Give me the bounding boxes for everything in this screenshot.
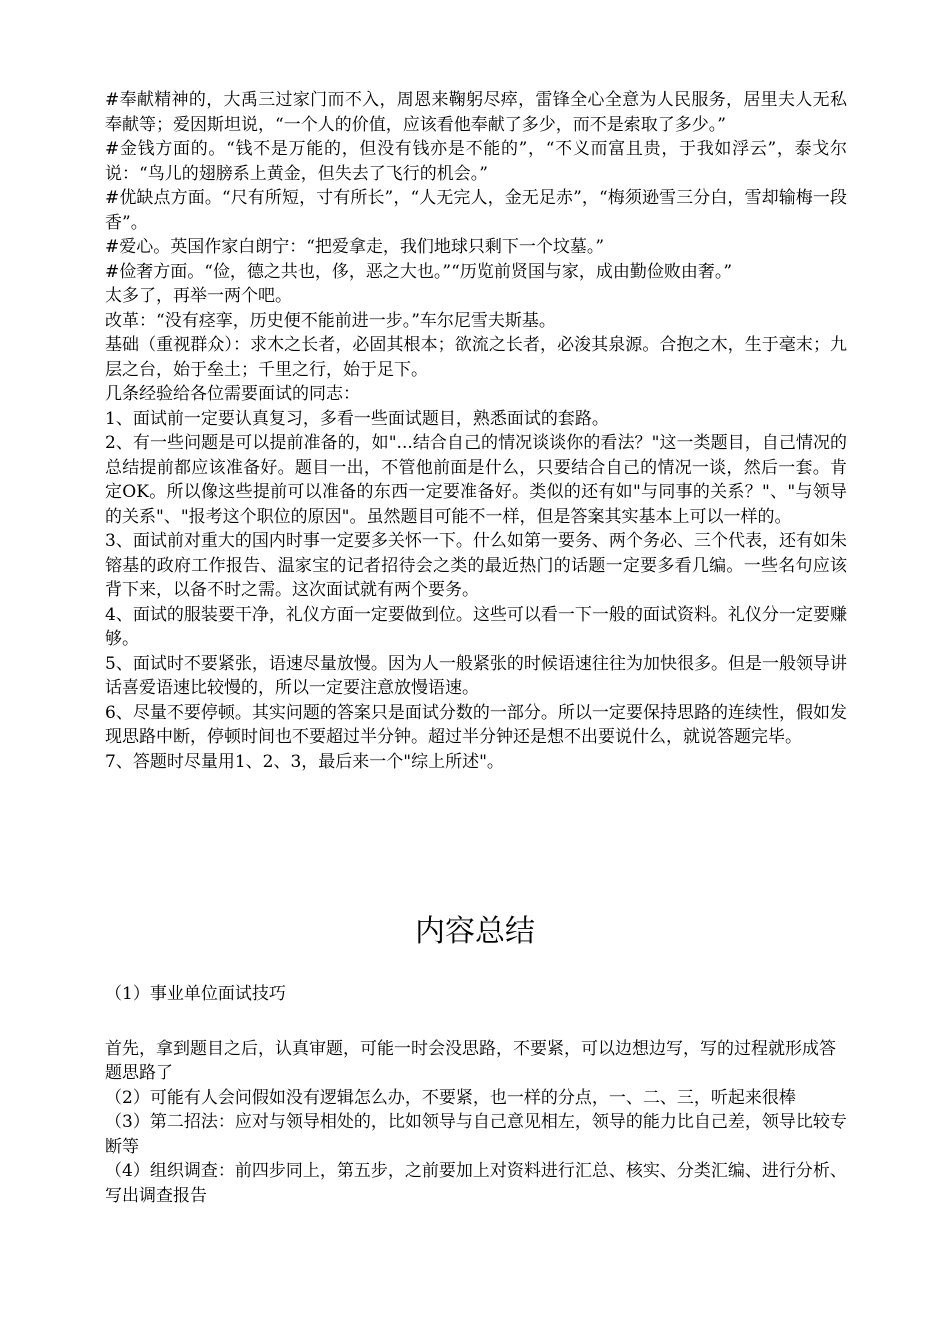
summary-section xyxy=(105,982,847,1208)
summary-heading: （1）事业单位面试技巧 xyxy=(105,984,286,1004)
tip-item-7: 7、答题时尽量用1、2、3，最后来一个"综上所述"。 xyxy=(105,751,504,772)
paragraph-money: #金钱方面的。“钱不是万能的，但没有钱亦是不能的”，“不义而富且贵，于我如浮云”，泰戈尔说：“鸟儿的翅膀系上黄金，但失去了飞行的机会。” xyxy=(105,139,847,184)
paragraph-more-examples: 太多了，再举一两个吧。 xyxy=(105,286,292,306)
summary-item-2: （2）可能有人会问假如没有逻辑怎么办，不要紧，也一样的分点，一、二、三，听起来很棒 xyxy=(105,1087,796,1108)
summary-item-3: （3）第二招法：应对与领导相处的，比如领导与自己意见相左，领导的能力比自己差，领导比较专断等 xyxy=(105,1112,847,1157)
summary-item-1: 首先，拿到题目之后，认真审题，可能一时会没思路，不要紧，可以边想边写，写的过程就形成答题思路了 xyxy=(105,1038,836,1083)
paragraph-foundation: 基础（重视群众）：求木之长者，必固其根本；欲流之长者，必浚其泉源。合抱之木，生于毫末；九层之台，始于垒土；千里之行，始于足下。 xyxy=(105,335,847,380)
paragraph-tips-intro: 几条经验给各位需要面试的同志： xyxy=(105,384,360,404)
tip-item-1: 1、面试前一定要认真复习，多看一些面试题目，熟悉面试的套路。 xyxy=(105,408,609,429)
main-body xyxy=(105,88,847,774)
tip-item-5: 5、面试时不要紧张，语速尽量放慢。因为人一般紧张的时候语速往往为加快很多。但是一般领导讲话喜爱语速比较慢的，所以一定要注意放慢语速。 xyxy=(105,653,847,698)
tip-item-2: 2、有一些问题是可以提前准备的，如"...结合自己的情况谈谈你的看法？"这一类题目，自己情况的总结提前都应该准备好。题目一出，不管他前面是什么，只要结合自己的情况一谈，然后一套。肯定OK。所以像这些提前可以准备的东西一定要准备好。类似的还有如"与同事的关系？"、"与领导的关系"、"报考这个职位的原因"。虽然题目可能不一样，但是答案其实基本上可以一样的。 xyxy=(105,433,847,527)
tip-item-6: 6、尽量不要停顿。其实问题的答案只是面试分数的一部分。所以一定要保持思路的连续性，假如发现思路中断，停顿时间也不要超过半分钟。超过半分钟还是想不出要说什么，就说答题完毕。 xyxy=(105,702,847,747)
tip-item-4: 4、面试的服装要干净，礼仪方面一定要做到位。这些可以看一下一般的面试资料。礼仪分一定要赚够。 xyxy=(105,604,847,649)
paragraph-dedication: #奉献精神的，大禹三过家门而不入，周恩来鞠躬尽瘁，雷锋全心全意为人民服务，居里夫人无私奉献等；爱因斯坦说，“一个人的价值，应该看他奉献了多少，而不是索取了多少。” xyxy=(105,90,847,135)
summary-title: 内容总结 xyxy=(415,914,535,949)
paragraph-thrift: #俭奢方面。“俭，德之共也，侈，恶之大也。”“历览前贤国与家，成由勤俭败由奢。” xyxy=(105,261,733,282)
tip-item-3: 3、面试前对重大的国内时事一定要多关怀一下。什么如第一要务、两个务必、三个代表，还有如朱镕基的政府工作报告、温家宝的记者招待会之类的最近热门的话题一定要多看几编。一些名句应该背下来，以备不时之需。这次面试就有两个要务。 xyxy=(105,531,847,600)
summary-item-4: （4）组织调查：前四步同上，第五步，之前要加上对资料进行汇总、核实、分类汇编、进行分析、写出调查报告 xyxy=(105,1161,847,1206)
paragraph-reform: 改革：“没有痉挛，历史便不能前进一步。”车尔尼雪夫斯基。 xyxy=(105,310,556,331)
paragraph-strengths-weaknesses: #优缺点方面。“尺有所短，寸有所长”，“人无完人，金无足赤”，“梅须逊雪三分白，雪却输梅一段香”。 xyxy=(105,188,847,233)
paragraph-love: #爱心。英国作家白朗宁：“把爱拿走，我们地球只剩下一个坟墓。” xyxy=(105,237,605,257)
